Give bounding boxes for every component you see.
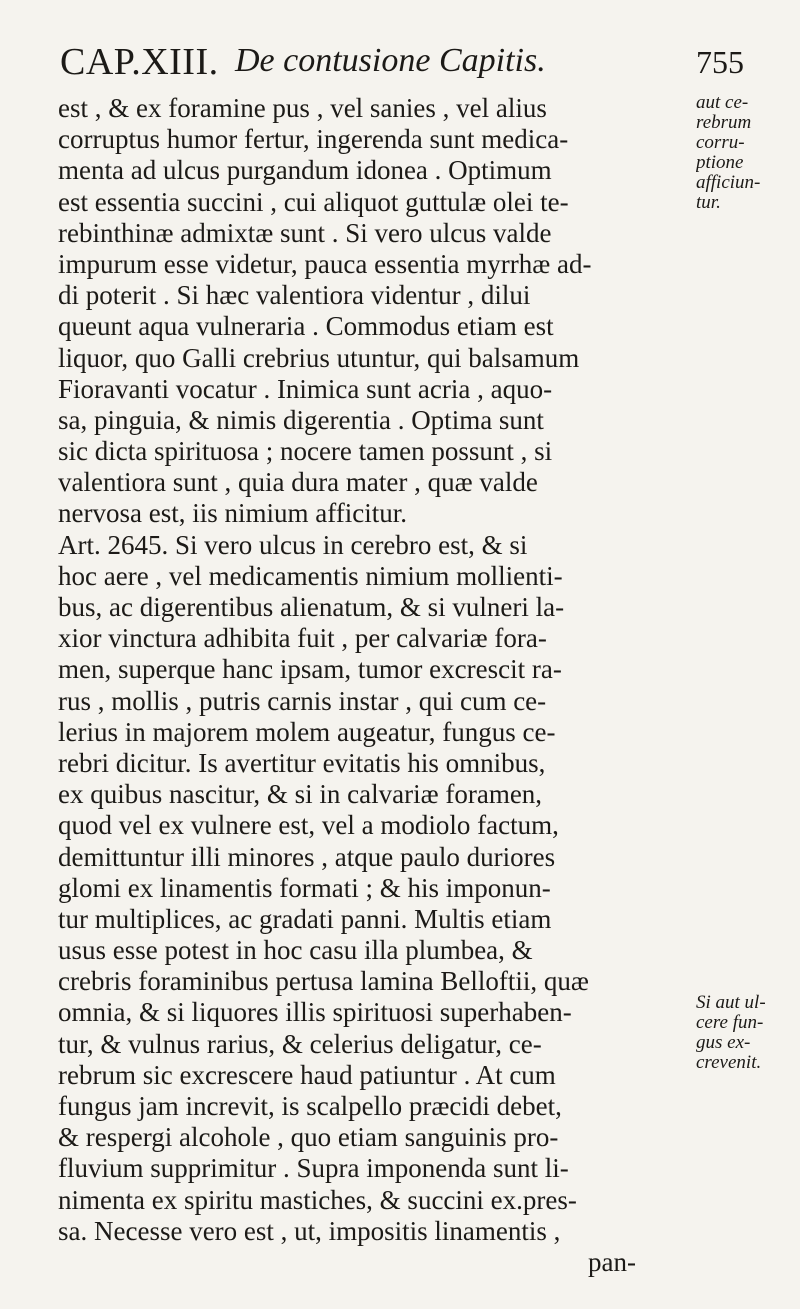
margin-spacer bbox=[696, 793, 796, 813]
text-line: ex quibus nascitur, & si in calvariæ foramen, bbox=[58, 779, 543, 810]
margin-note-line: rebrum bbox=[696, 113, 752, 133]
chapter-title: De contusione Capitis. bbox=[235, 42, 546, 79]
margin-spacer bbox=[696, 653, 796, 673]
margin-note-line: cere fun- bbox=[696, 1013, 764, 1033]
margin-note-line: corru- bbox=[696, 133, 745, 153]
margin-spacer bbox=[696, 393, 796, 413]
margin-spacer bbox=[696, 593, 796, 613]
text-line: sa, pinguia, & nimis digerentia . Optima sunt bbox=[58, 404, 544, 435]
text-line: est essentia succini , cui aliquot guttulæ olei te- bbox=[58, 186, 569, 217]
text-line: quod vel ex vulnere est, vel a modiolo factum, bbox=[58, 810, 559, 841]
text-line: tur, & vulnus rarius, & celerius deligatur, ce- bbox=[58, 1028, 542, 1059]
catchword: pan- bbox=[588, 1246, 636, 1277]
margin-spacer bbox=[696, 813, 796, 833]
margin-spacer bbox=[696, 873, 796, 893]
text-line: rus , mollis , putris carnis instar , qui cum ce- bbox=[58, 685, 547, 716]
text-line: hoc aere , vel medicamentis nimium mollienti- bbox=[58, 560, 563, 591]
chapter-label: CAP.XIII. bbox=[60, 41, 219, 83]
text-line: usus esse potest in hoc casu illa plumbea, & bbox=[58, 935, 533, 966]
margin-spacer bbox=[696, 733, 796, 753]
margin-notes bbox=[696, 93, 796, 1073]
margin-spacer bbox=[696, 973, 796, 993]
text-line: nimenta ex spiritu mastiches, & succini ex.pres- bbox=[58, 1184, 577, 1215]
margin-spacer bbox=[696, 553, 796, 573]
margin-spacer bbox=[696, 253, 796, 273]
page-number: 755 bbox=[696, 44, 744, 80]
margin-spacer bbox=[696, 713, 796, 733]
text-line: men, superque hanc ipsam, tumor excrescit ra- bbox=[58, 654, 562, 685]
text-line: rebinthinæ admixtæ sunt . Si vero ulcus valde bbox=[58, 217, 552, 248]
margin-spacer bbox=[696, 333, 796, 353]
margin-note-line: crevenit. bbox=[696, 1053, 762, 1073]
margin-spacer bbox=[696, 313, 796, 333]
text-line: liquor, quo Galli crebrius utuntur, qui balsamum bbox=[58, 342, 580, 373]
margin-spacer bbox=[696, 493, 796, 513]
margin-spacer bbox=[696, 773, 796, 793]
margin-spacer bbox=[696, 533, 796, 553]
margin-note-line: aut ce- bbox=[696, 93, 749, 113]
text-line: xior vinctura adhibita fuit , per calvariæ fora- bbox=[58, 623, 547, 654]
margin-spacer bbox=[696, 413, 796, 433]
margin-spacer bbox=[696, 353, 796, 373]
margin-spacer bbox=[696, 933, 796, 953]
text-line: Fioravanti vocatur . Inimica sunt acria , aquo- bbox=[58, 373, 553, 404]
margin-note-line: gus ex- bbox=[696, 1033, 751, 1053]
text-line: est , & ex foramine pus , vel sanies , vel alius bbox=[58, 93, 547, 123]
text-line: rebri dicitur. Is avertitur evitatis his omnibus, bbox=[58, 747, 546, 778]
margin-spacer bbox=[696, 633, 796, 653]
running-header bbox=[60, 40, 760, 88]
body-text bbox=[58, 93, 688, 1278]
article-heading-line: Art. 2645. Si vero ulcus in cerebro est, & si bbox=[58, 529, 528, 560]
text-line: queunt aqua vulneraria . Commodus etiam est bbox=[58, 311, 554, 342]
margin-spacer bbox=[696, 233, 796, 253]
margin-spacer bbox=[696, 473, 796, 493]
text-line: sic dicta spirituosa ; nocere tamen possunt , si bbox=[58, 436, 553, 467]
margin-note-line: afficiun- bbox=[696, 173, 761, 193]
text-line: rebrum sic excrescere haud patiuntur . At cum bbox=[58, 1059, 556, 1090]
text-line: impurum esse videtur, pauca essentia myrrhæ ad- bbox=[58, 248, 592, 279]
margin-spacer bbox=[696, 453, 796, 473]
margin-spacer bbox=[696, 833, 796, 853]
text-line: tur multiplices, ac gradati panni. Multis etiam bbox=[58, 903, 552, 934]
margin-spacer bbox=[696, 293, 796, 313]
text-line: sa. Necesse vero est , ut, impositis linamentis , bbox=[58, 1215, 561, 1246]
text-line: demittuntur illi minores , atque paulo duriores bbox=[58, 841, 556, 872]
text-line: nervosa est, iis nimium afficitur. bbox=[58, 498, 407, 529]
text-line: bus, ac digerentibus alienatum, & si vulneri la- bbox=[58, 592, 565, 622]
margin-spacer bbox=[696, 853, 796, 873]
text-line: omnia, & si liquores illis spirituosi superhaben- bbox=[58, 997, 572, 1028]
text-line: crebris foraminibus pertusa lamina Belloftii, quæ bbox=[58, 966, 589, 997]
margin-spacer bbox=[696, 613, 796, 633]
margin-spacer bbox=[696, 513, 796, 533]
text-line: menta ad ulcus purgandum idonea . Optimum bbox=[58, 155, 552, 186]
margin-spacer bbox=[696, 373, 796, 393]
margin-spacer bbox=[696, 673, 796, 693]
text-line: fungus jam increvit, is scalpello præcidi debet, bbox=[58, 1091, 562, 1121]
margin-note-line: tur. bbox=[696, 193, 721, 213]
text-line: & respergi alcohole , quo etiam sanguinis pro- bbox=[58, 1122, 559, 1153]
margin-spacer bbox=[696, 573, 796, 593]
text-line: di poterit . Si hæc valentiora videntur , dilui bbox=[58, 280, 531, 311]
margin-spacer bbox=[696, 913, 796, 933]
margin-spacer bbox=[696, 433, 796, 453]
text-line: glomi ex linamentis formati ; & his imponun- bbox=[58, 872, 551, 903]
margin-spacer bbox=[696, 753, 796, 773]
margin-spacer bbox=[696, 693, 796, 713]
text-line: corruptus humor fertur, ingerenda sunt medica- bbox=[58, 124, 569, 155]
margin-note-line: Si aut ul- bbox=[696, 993, 766, 1013]
text-line: lerius in majorem molem augeatur, fungus ce- bbox=[58, 716, 556, 747]
margin-note-line: ptione bbox=[696, 153, 744, 173]
text-line: valentiora sunt , quia dura mater , quæ valde bbox=[58, 467, 538, 498]
margin-spacer bbox=[696, 893, 796, 913]
margin-spacer bbox=[696, 953, 796, 973]
margin-spacer bbox=[696, 213, 796, 233]
margin-spacer bbox=[696, 273, 796, 293]
text-line: fluvium supprimitur . Supra imponenda sunt li- bbox=[58, 1153, 569, 1184]
